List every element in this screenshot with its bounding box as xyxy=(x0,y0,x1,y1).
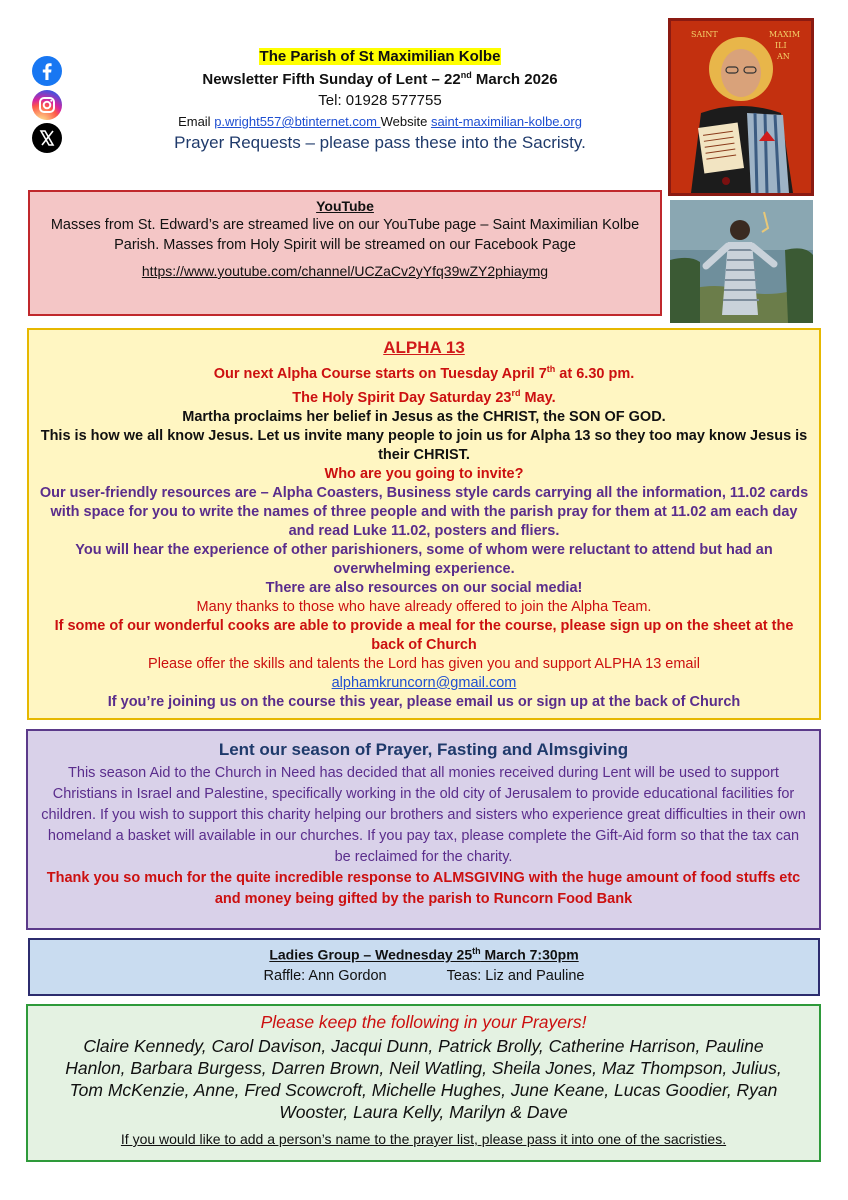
alpha-start: Our next Alpha Course starts on Tuesday April 7th at 6.30 pm. xyxy=(213,364,635,382)
icon-text-ili: ILI xyxy=(775,41,787,50)
newsletter-date: Newsletter Fifth Sunday of Lent – 22nd March 2026 xyxy=(202,70,558,88)
email-link[interactable]: p.wright557@btinternet.com xyxy=(214,114,381,129)
telephone: Tel: 01928 577755 xyxy=(318,92,442,109)
alpha-title: ALPHA 13 xyxy=(383,338,465,357)
parish-title: The Parish of St Maximilian Kolbe xyxy=(259,48,501,65)
youtube-title: YouTube xyxy=(316,198,374,214)
icon-text-maxim: MAXIM xyxy=(769,30,801,39)
alpha-resources: Our user-friendly resources are – Alpha Coasters, Business style cards carrying all the information, 11.02 cards with space for you to write the names of three people and with the parish pray for them at 11.02 am each day and read Luke 11.02, posters and fliers. xyxy=(39,484,809,539)
facebook-icon[interactable] xyxy=(32,56,62,86)
icon-text-an: AN xyxy=(777,52,790,61)
prayer-list-title: Please keep the following in your Prayers! xyxy=(260,1012,587,1032)
ladies-group-title: Ladies Group – Wednesday 25th March 7:30pm xyxy=(269,946,579,963)
lent-thanks: Thank you so much for the quite incredible response to ALMSGIVING with the huge amount of food stuffs etc and money being gifted by the parish to Runcorn Food Bank xyxy=(46,870,801,907)
alpha-joining: If you’re joining us on the course this year, please email us or sign up at the back of Church xyxy=(107,693,741,710)
lent-section xyxy=(26,729,821,930)
prayer-requests-note: Prayer Requests – please pass these into the Sacristy. xyxy=(174,133,586,152)
raffle-text: Raffle: Ann Gordon xyxy=(263,967,387,984)
saint-illustration-image xyxy=(670,200,813,323)
alpha-invite: This is how we all know Jesus. Let us invite many people to join us for Alpha 13 so they too may know Jesus is their CHRIST. xyxy=(40,427,808,463)
website-link[interactable]: saint-maximilian-kolbe.org xyxy=(430,114,582,129)
alpha-experience: You will hear the experience of other parishioners, some of whom were reluctant to attend but had an overwhelming experience. xyxy=(75,541,773,577)
alpha-martha: Martha proclaims her belief in Jesus as the CHRIST, the SON OF GOD. xyxy=(182,408,666,425)
alpha-question: Who are you going to invite? xyxy=(324,465,524,482)
youtube-body: Masses from St. Edward’s are streamed live on our YouTube page – Saint Maximilian Kolbe Parish. Masses from Holy Spirit will be streamed on our Facebook Page xyxy=(50,217,640,253)
prayer-list-names: Claire Kennedy, Carol Davison, Jacqui Dunn, Patrick Brolly, Catherine Harrison, Pauline Hanlon, Barbara Burgess, Darren Brown, Neil Watling, Sheila Jones, Maz Thompson, Julius, Tom McKenzie, Anne, Fred Scowcroft, Michelle Hughes, June Keane, Lucas Goodier, Ryan Wooster, Laura Kelly, Marilyn & Dave xyxy=(65,1036,782,1122)
youtube-section xyxy=(28,190,662,316)
alpha-social: There are also resources on our social media! xyxy=(265,579,583,596)
prayer-list-footer: If you would like to add a person’s name to the prayer list, please pass it into one of the sacristies. xyxy=(120,1131,727,1147)
lent-body: This season Aid to the Church in Need has decided that all monies received during Lent will be used to support Christians in Israel and Palestine, specifically working in the old city of Jerusalem to provide educational facilities for children. If you wish to support this charity helping our brothers and sisters who experience great difficulties in their own homeland a basket will available in our churches. If you pay tax, please complete the Gift-Aid form so that the tax can be reclaimed for the charity. xyxy=(41,765,806,865)
ladies-group-section xyxy=(28,938,820,996)
prayer-list-section xyxy=(26,1004,821,1162)
ladies-group-details xyxy=(30,968,818,984)
contact-line: Email p.wright557@btinternet.com Website saint-maximilian-kolbe.org xyxy=(178,114,582,129)
alpha-email-link[interactable]: alphamkruncorn@gmail.com xyxy=(331,674,517,691)
youtube-url[interactable]: https://www.youtube.com/channel/UCZaCv2yYfq39wZY2phiaymg xyxy=(141,263,549,279)
lent-title: Lent our season of Prayer, Fasting and Almsgiving xyxy=(218,740,629,759)
alpha-section xyxy=(27,328,821,720)
alpha-thanks: Many thanks to those who have already offered to join the Alpha Team. xyxy=(196,598,652,615)
instagram-icon[interactable] xyxy=(32,90,62,120)
icon-text-saint: SAINT xyxy=(691,30,718,39)
alpha-skills: Please offer the skills and talents the Lord has given you and support ALPHA 13 email xyxy=(148,655,700,672)
newsletter-header xyxy=(100,48,660,153)
alpha-spirit-day: The Holy Spirit Day Saturday 23rd May. xyxy=(292,387,556,406)
saint-maximilian-icon-image xyxy=(668,18,814,196)
alpha-cooks: If some of our wonderful cooks are able to provide a meal for the course, please sign up on the sheet at the back of Church xyxy=(54,617,794,653)
teas-text: Teas: Liz and Pauline xyxy=(446,967,585,984)
x-icon[interactable] xyxy=(32,123,62,153)
